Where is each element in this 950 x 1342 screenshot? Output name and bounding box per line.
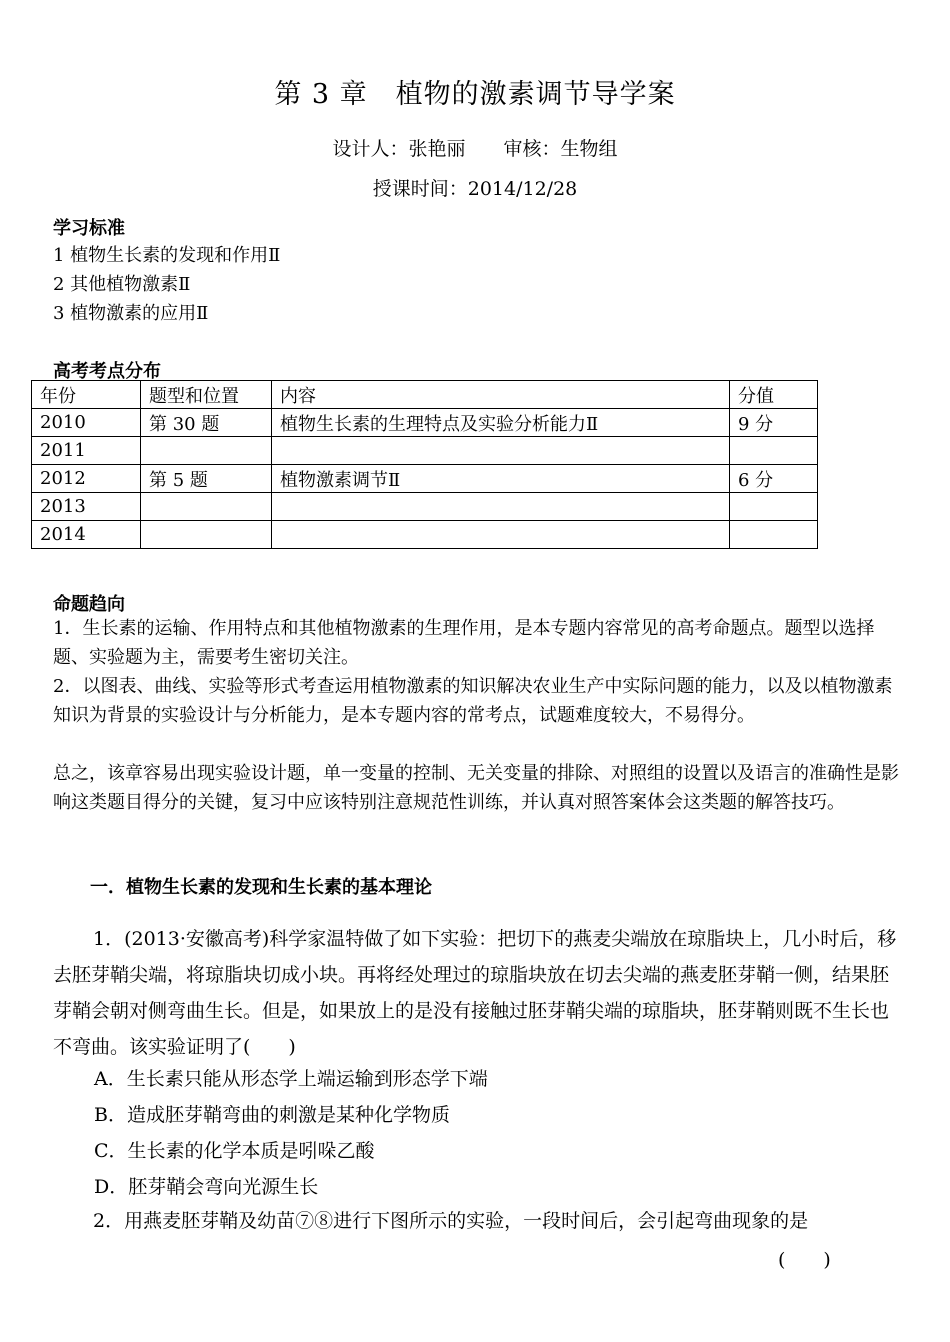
trend-paragraph-1: 1．生长素的运输、作用特点和其他植物激素的生理作用，是本专题内容常见的高考命题点。题型以选择题、实验题为主，需要考生密切关注。 — [53, 618, 875, 668]
table-cell: 2014 — [32, 521, 141, 549]
table-cell: 2011 — [32, 437, 141, 465]
table-cell — [730, 493, 818, 521]
table-cell: 2012 — [32, 465, 141, 493]
table-cell: 2010 — [32, 409, 141, 437]
standard-item: 3 植物激素的应用Ⅱ — [53, 303, 209, 324]
question-1-option-d: D．胚芽鞘会弯向光源生长 — [94, 1176, 319, 1198]
trend-paragraph-3: 总之，该章容易出现实验设计题，单一变量的控制、无关变量的排除、对照组的设置以及语言的准确性是影响这类题目得分的关键，复习中应该特别注意规范性训练，并认真对照答案体会这类题的解答技巧。 — [53, 763, 899, 813]
table-cell — [272, 521, 730, 549]
table-cell: 植物激素调节Ⅱ — [272, 465, 730, 493]
table-row — [32, 493, 818, 521]
table-row — [32, 465, 818, 493]
standard-item: 1 植物生长素的发现和作用Ⅱ — [53, 245, 281, 266]
exam-table — [31, 380, 818, 549]
table-cell — [730, 437, 818, 465]
answer-bracket: ( ) — [778, 1249, 831, 1271]
column-header: 题型和位置 — [141, 381, 272, 409]
trend-paragraph-2: 2．以图表、曲线、实验等形式考查运用植物激素的知识解决农业生产中实际问题的能力，以及以植物激素知识为背景的实验设计与分析能力，是本专题内容的常考点，试题难度较大，不易得分。 — [53, 676, 893, 726]
table-cell — [272, 493, 730, 521]
designer-line: 设计人：张艳丽 审核：生物组 — [332, 138, 618, 160]
table-header-row — [32, 381, 818, 409]
question-1-stem: 1．(2013·安徽高考)科学家温特做了如下实验：把切下的燕麦尖端放在琼脂块上，几小时后，移去胚芽鞘尖端，将琼脂块切成小块。再将经处理过的琼脂块放在切去尖端的燕麦胚芽鞘一侧，结果胚芽鞘会朝对侧弯曲生长。但是，如果放上的是没有接触过胚芽鞘尖端的琼脂块，胚芽鞘则既不生长也不弯曲。该实验证明了( ) — [53, 928, 897, 1058]
table-row — [32, 521, 818, 549]
column-header: 内容 — [272, 381, 730, 409]
table-cell: 9 分 — [730, 409, 818, 437]
table-cell — [141, 493, 272, 521]
section-heading: 一．植物生长素的发现和生长素的基本理论 — [90, 877, 432, 898]
question-1-option-a: A．生长素只能从形态学上端运输到形态学下端 — [94, 1068, 488, 1090]
column-header: 年份 — [32, 381, 141, 409]
question-1-option-b: B．造成胚芽鞘弯曲的刺激是某种化学物质 — [94, 1104, 450, 1126]
page-title: 第 3 章 植物的激素调节导学案 — [274, 79, 676, 110]
trend-heading: 命题趋向 — [53, 594, 125, 615]
table-row — [32, 437, 818, 465]
standard-item: 2 其他植物激素Ⅱ — [53, 274, 191, 295]
column-header: 分值 — [730, 381, 818, 409]
question-2-stem: 2．用燕麦胚芽鞘及幼苗⑦⑧进行下图所示的实验，一段时间后，会引起弯曲现象的是 — [93, 1210, 809, 1232]
exam-heading: 高考考点分布 — [53, 361, 161, 382]
question-1-option-c: C．生长素的化学本质是吲哚乙酸 — [94, 1140, 375, 1162]
table-cell — [730, 521, 818, 549]
standards-heading: 学习标准 — [53, 218, 125, 239]
table-cell — [141, 521, 272, 549]
table-row — [32, 409, 818, 437]
table-cell: 6 分 — [730, 465, 818, 493]
table-cell — [141, 437, 272, 465]
table-cell: 第 30 题 — [141, 409, 272, 437]
date-line: 授课时间：2014/12/28 — [372, 178, 578, 200]
table-cell: 第 5 题 — [141, 465, 272, 493]
table-cell: 2013 — [32, 493, 141, 521]
table-cell: 植物生长素的生理特点及实验分析能力Ⅱ — [272, 409, 730, 437]
table-cell — [272, 437, 730, 465]
